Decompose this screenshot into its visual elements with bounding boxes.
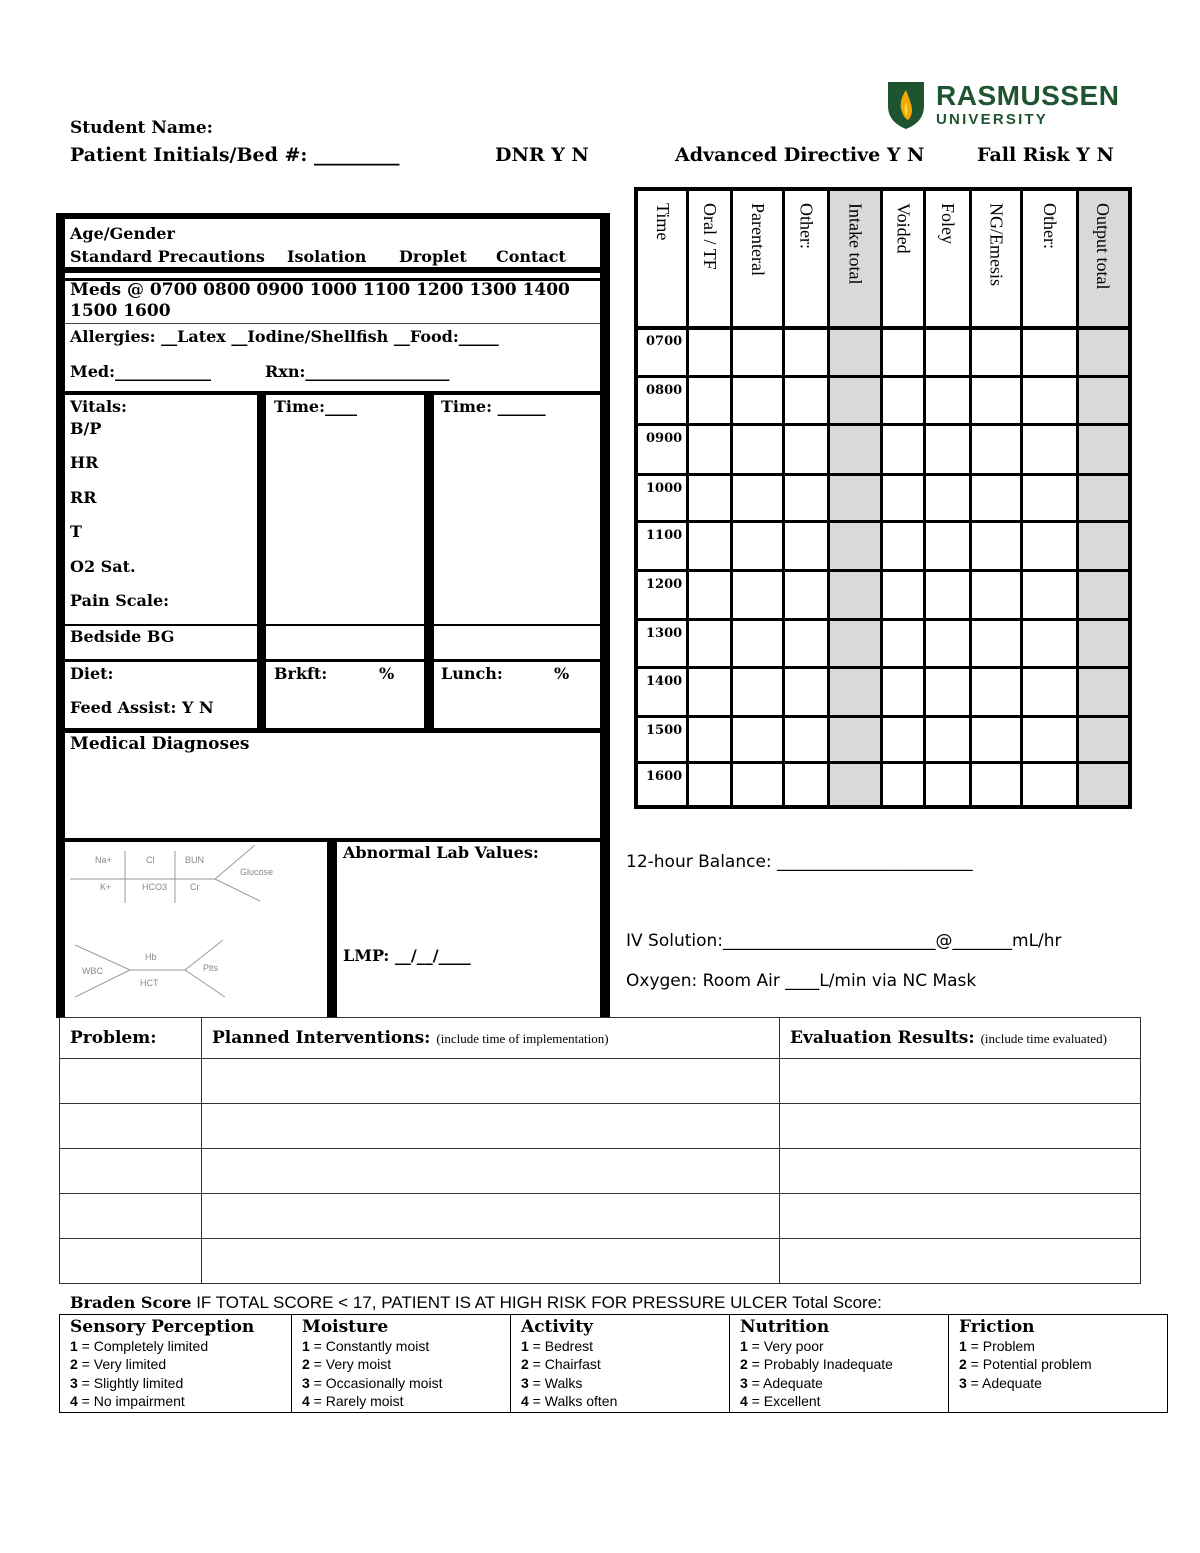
- contact-label: Contact: [496, 247, 566, 266]
- braden-item: 3 = Adequate: [740, 1374, 823, 1391]
- io-column-header: Other:: [1040, 203, 1060, 249]
- io-column-header: Voided: [893, 203, 914, 254]
- io-column-header: Output total: [1093, 203, 1113, 290]
- evaluation-cell[interactable]: [780, 1149, 1141, 1194]
- med-label: Med:____________: [70, 362, 211, 381]
- patient-initials-label: Patient Initials/Bed #: _________: [70, 144, 400, 166]
- medical-diagnoses-label: Medical Diagnoses: [70, 734, 250, 754]
- braden-category-title: Activity: [521, 1317, 593, 1337]
- problem-cell[interactable]: [60, 1104, 202, 1149]
- io-column-header: Time: [653, 203, 673, 241]
- evaluation-results-header: Evaluation Results: (include time evaluated): [780, 1018, 1141, 1059]
- vitals-time-2: Time: ______: [441, 397, 546, 416]
- temperature-label: T: [70, 522, 82, 541]
- lab-bun: BUN: [185, 855, 205, 865]
- grid-divider: [969, 191, 972, 805]
- care-plan-table: [59, 1017, 1141, 1284]
- evaluation-cell[interactable]: [780, 1059, 1141, 1104]
- table-row: [60, 1149, 1141, 1194]
- io-column-header: Oral / TF: [700, 203, 720, 270]
- intervention-cell[interactable]: [202, 1104, 780, 1149]
- grid-divider: [880, 191, 883, 805]
- braden-category: [292, 1315, 511, 1413]
- table-row: [60, 1239, 1141, 1284]
- age-gender-label: Age/Gender: [70, 224, 175, 243]
- vitals-time-1: Time:____: [274, 397, 357, 416]
- io-time-label: 1400: [646, 674, 683, 689]
- bp-label: B/P: [70, 419, 102, 438]
- problem-cell[interactable]: [60, 1149, 202, 1194]
- braden-item: 3 = Walks: [521, 1374, 583, 1391]
- braden-item: 1 = Bedrest: [521, 1338, 593, 1354]
- braden-item: 2 = Chairfast: [521, 1356, 601, 1373]
- fall-risk-label: Fall Risk Y N: [977, 144, 1114, 166]
- meds-times-line1: Meds @ 0700 0800 0900 1000 1100 1200 1300 1400: [70, 280, 570, 300]
- grid-divider: [638, 326, 1128, 330]
- oxygen-label: Oxygen: Room Air ____L/min via NC Mask: [626, 971, 977, 991]
- bedside-bg-label: Bedside BG: [70, 627, 175, 646]
- io-time-label: 1200: [646, 577, 683, 592]
- grid-divider: [638, 715, 1128, 718]
- braden-item: 1 = Problem: [959, 1338, 1035, 1354]
- evaluation-cell[interactable]: [780, 1104, 1141, 1149]
- braden-item: 4 = Walks often: [521, 1392, 618, 1409]
- braden-item: 3 = Adequate: [959, 1374, 1042, 1391]
- twelve-hour-balance-label: 12-hour Balance: _______________________: [626, 852, 973, 872]
- lab-plts: Plts: [203, 963, 219, 973]
- grid-divider: [827, 191, 830, 805]
- grid-divider: [923, 191, 926, 805]
- flame-shield-icon: [884, 78, 928, 130]
- io-column-header: Intake total: [845, 203, 866, 285]
- io-time-label: 0900: [646, 431, 683, 446]
- lunch-label: Lunch:: [441, 664, 503, 683]
- advanced-directive-label: Advanced Directive Y N: [675, 144, 925, 166]
- grid-divider: [638, 618, 1128, 621]
- braden-score-table: [59, 1314, 1168, 1413]
- grid-divider: [686, 191, 689, 805]
- grid-divider: [638, 473, 1128, 476]
- braden-category-title: Friction: [959, 1317, 1035, 1337]
- table-row: [60, 1059, 1141, 1104]
- braden-category: [949, 1315, 1168, 1413]
- io-column-header: Other:: [796, 203, 817, 249]
- braden-category: [60, 1315, 292, 1413]
- problem-cell[interactable]: [60, 1059, 202, 1104]
- braden-category-title: Sensory Perception: [70, 1317, 255, 1337]
- braden-item: 2 = Potential problem: [959, 1356, 1092, 1373]
- rr-label: RR: [70, 488, 97, 507]
- io-time-label: 1500: [646, 723, 683, 738]
- lab-hb: Hb: [145, 952, 157, 962]
- braden-item: 1 = Very poor: [740, 1338, 824, 1354]
- rasmussen-logo: [884, 78, 1134, 132]
- intervention-cell[interactable]: [202, 1239, 780, 1284]
- braden-category-title: Nutrition: [740, 1317, 830, 1337]
- braden-item: 1 = Constantly moist: [302, 1338, 430, 1354]
- io-time-label: 0800: [646, 383, 683, 398]
- braden-item: 2 = Very moist: [302, 1356, 392, 1373]
- lmp-label: LMP: __/__/____: [343, 946, 471, 965]
- iv-solution-label: IV Solution:_________________________@_______mL/hr: [626, 931, 1062, 951]
- io-time-label: 1300: [646, 626, 683, 641]
- vitals-label: Vitals:: [70, 397, 127, 416]
- io-column-header: NG/Emesis: [986, 203, 1007, 286]
- allergies-label: Allergies: __Latex __Iodine/Shellfish __Food:_____: [70, 327, 499, 346]
- braden-item: 2 = Very limited: [70, 1356, 167, 1373]
- grid-divider: [730, 191, 733, 805]
- logo-wordmark: RASMUSSEN: [936, 80, 1120, 111]
- io-time-label: 1600: [646, 769, 683, 784]
- isolation-label: Isolation: [287, 247, 367, 266]
- braden-category: [511, 1315, 730, 1413]
- braden-item: 2 = Probably Inadequate: [740, 1356, 893, 1373]
- dnr-label: DNR Y N: [495, 144, 589, 166]
- lab-wbc: WBC: [82, 966, 103, 976]
- rxn-label: Rxn:__________________: [265, 362, 450, 381]
- braden-item: 4 = Rarely moist: [302, 1392, 404, 1409]
- io-time-label: 0700: [646, 334, 683, 349]
- breakfast-label: Brkft:: [274, 664, 328, 683]
- diet-label: Diet:: [70, 664, 114, 683]
- io-column-header: Parenteral: [748, 203, 768, 276]
- evaluation-cell[interactable]: [780, 1239, 1141, 1284]
- braden-category-title: Moisture: [302, 1317, 389, 1337]
- lab-glucose: Glucose: [240, 867, 274, 877]
- braden-item: 4 = No impairment: [70, 1392, 185, 1409]
- table-row: [60, 1194, 1141, 1239]
- lab-cl: Cl: [146, 855, 155, 865]
- intervention-cell[interactable]: [202, 1149, 780, 1194]
- table-row: [60, 1104, 1141, 1149]
- grid-divider: [638, 423, 1128, 426]
- standard-precautions-label: Standard Precautions: [70, 247, 265, 266]
- meds-times-line2: 1500 1600: [70, 301, 171, 321]
- lunch-percent: %: [554, 664, 570, 683]
- braden-item: 3 = Occasionally moist: [302, 1374, 443, 1391]
- lab-k: K+: [100, 882, 112, 892]
- abnormal-lab-values-label: Abnormal Lab Values:: [343, 843, 539, 862]
- io-column-header: Foley: [938, 203, 958, 245]
- braden-category: [730, 1315, 949, 1413]
- planned-interventions-header: Planned Interventions: (include time of implementation): [202, 1018, 780, 1059]
- lab-hct: HCT: [140, 978, 159, 988]
- feed-assist-label: Feed Assist: Y N: [70, 698, 214, 717]
- o2-sat-label: O2 Sat.: [70, 557, 136, 576]
- io-time-label: 1000: [646, 481, 683, 496]
- io-time-label: 1100: [646, 528, 683, 543]
- problem-header: Problem:: [60, 1018, 202, 1059]
- grid-divider: [782, 191, 785, 805]
- grid-divider: [1076, 191, 1079, 805]
- breakfast-percent: %: [379, 664, 395, 683]
- grid-divider: [638, 520, 1128, 523]
- grid-divider: [638, 569, 1128, 572]
- lab-na: Na+: [95, 855, 112, 865]
- lab-hco3: HCO3: [142, 882, 168, 892]
- braden-item: 4 = Excellent: [740, 1392, 821, 1409]
- pain-scale-label: Pain Scale:: [70, 591, 170, 610]
- intervention-cell[interactable]: [202, 1059, 780, 1104]
- grid-divider: [1020, 191, 1023, 805]
- evaluation-cell[interactable]: [780, 1194, 1141, 1239]
- problem-cell[interactable]: [60, 1194, 202, 1239]
- braden-score-title: Braden Score IF TOTAL SCORE < 17, PATIENT IS AT HIGH RISK FOR PRESSURE ULCER Total Score:: [70, 1293, 882, 1312]
- grid-divider: [638, 761, 1128, 764]
- problem-cell[interactable]: [60, 1239, 202, 1284]
- intake-output-grid: [634, 187, 1132, 809]
- grid-divider: [638, 666, 1128, 669]
- hr-label: HR: [70, 453, 99, 472]
- logo-subtitle: UNIVERSITY: [936, 111, 1049, 128]
- braden-item: 1 = Completely limited: [70, 1338, 209, 1354]
- student-name-label: Student Name:: [70, 118, 213, 138]
- grid-divider: [638, 375, 1128, 378]
- lab-cr: Cr: [190, 882, 200, 892]
- braden-item: 3 = Slightly limited: [70, 1374, 184, 1391]
- droplet-label: Droplet: [399, 247, 467, 266]
- intervention-cell[interactable]: [202, 1194, 780, 1239]
